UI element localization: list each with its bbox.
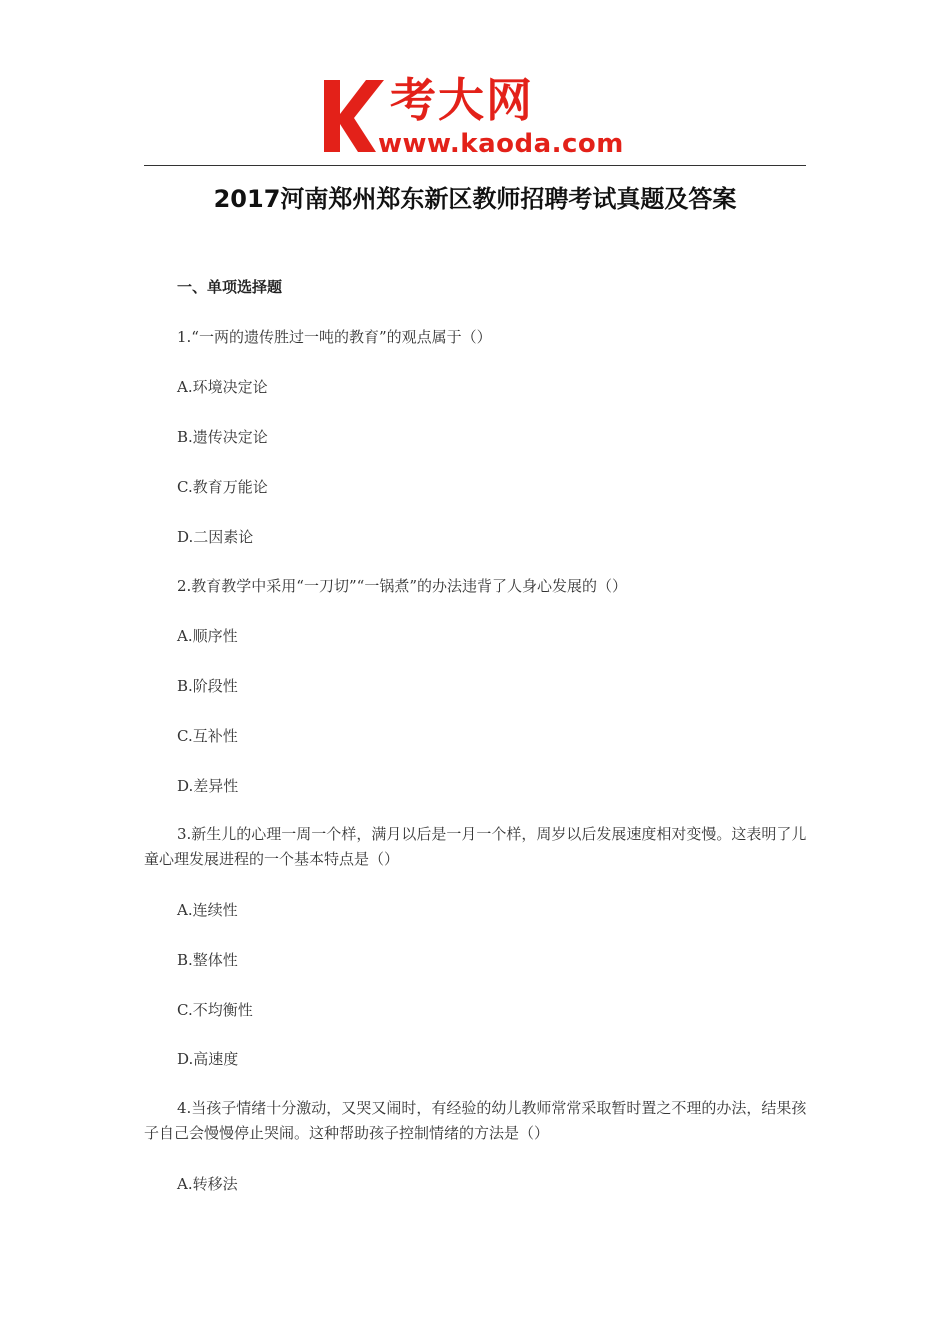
question-1-option-c: C.教育万能论 [177, 478, 268, 496]
question-1-option-a: A.环境决定论 [177, 378, 268, 396]
logo-brand-text: 考大网 [390, 73, 534, 127]
question-2-option-c: C.互补性 [177, 727, 238, 745]
section-heading: 一、单项选择题 [177, 278, 283, 296]
logo-url-text: www.kaoda.com [378, 129, 624, 159]
question-4-stem: 4.当孩子情绪十分激动，又哭又闹时，有经验的幼儿教师常常采取暂时置之不理的办法，结果孩子自己会慢慢停止哭闹。这种帮助孩子控制情绪的方法是（） [144, 1099, 807, 1142]
question-3-option-c: C.不均衡性 [177, 1001, 253, 1019]
header-divider [144, 165, 806, 166]
question-3-stem: 3.新生儿的心理一周一个样，满月以后是一月一个样，周岁以后发展速度相对变慢。这表明了儿童心理发展进程的一个基本特点是（） [144, 825, 807, 868]
question-4-option-a: A.转移法 [177, 1175, 238, 1193]
question-2-stem: 2.教育教学中采用“一刀切”“一锅煮”的办法违背了人身心发展的（） [177, 577, 627, 595]
question-2-option-b: B.阶段性 [177, 677, 238, 695]
question-3-option-b: B.整体性 [177, 951, 238, 969]
question-1-option-b: B.遗传决定论 [177, 428, 268, 446]
document-title: 2017河南郑州郑东新区教师招聘考试真题及答案 [213, 185, 737, 213]
kaoda-logo [318, 72, 638, 164]
question-3-option-d: D.高速度 [177, 1050, 239, 1068]
question-2-option-d: D.差异性 [177, 777, 239, 795]
question-1-stem: 1.“一两的遗传胜过一吨的教育”的观点属于（） [177, 328, 492, 346]
question-1-option-d: D.二因素论 [177, 528, 254, 546]
question-2-option-a: A.顺序性 [177, 627, 238, 645]
question-3-option-a: A.连续性 [177, 901, 238, 919]
